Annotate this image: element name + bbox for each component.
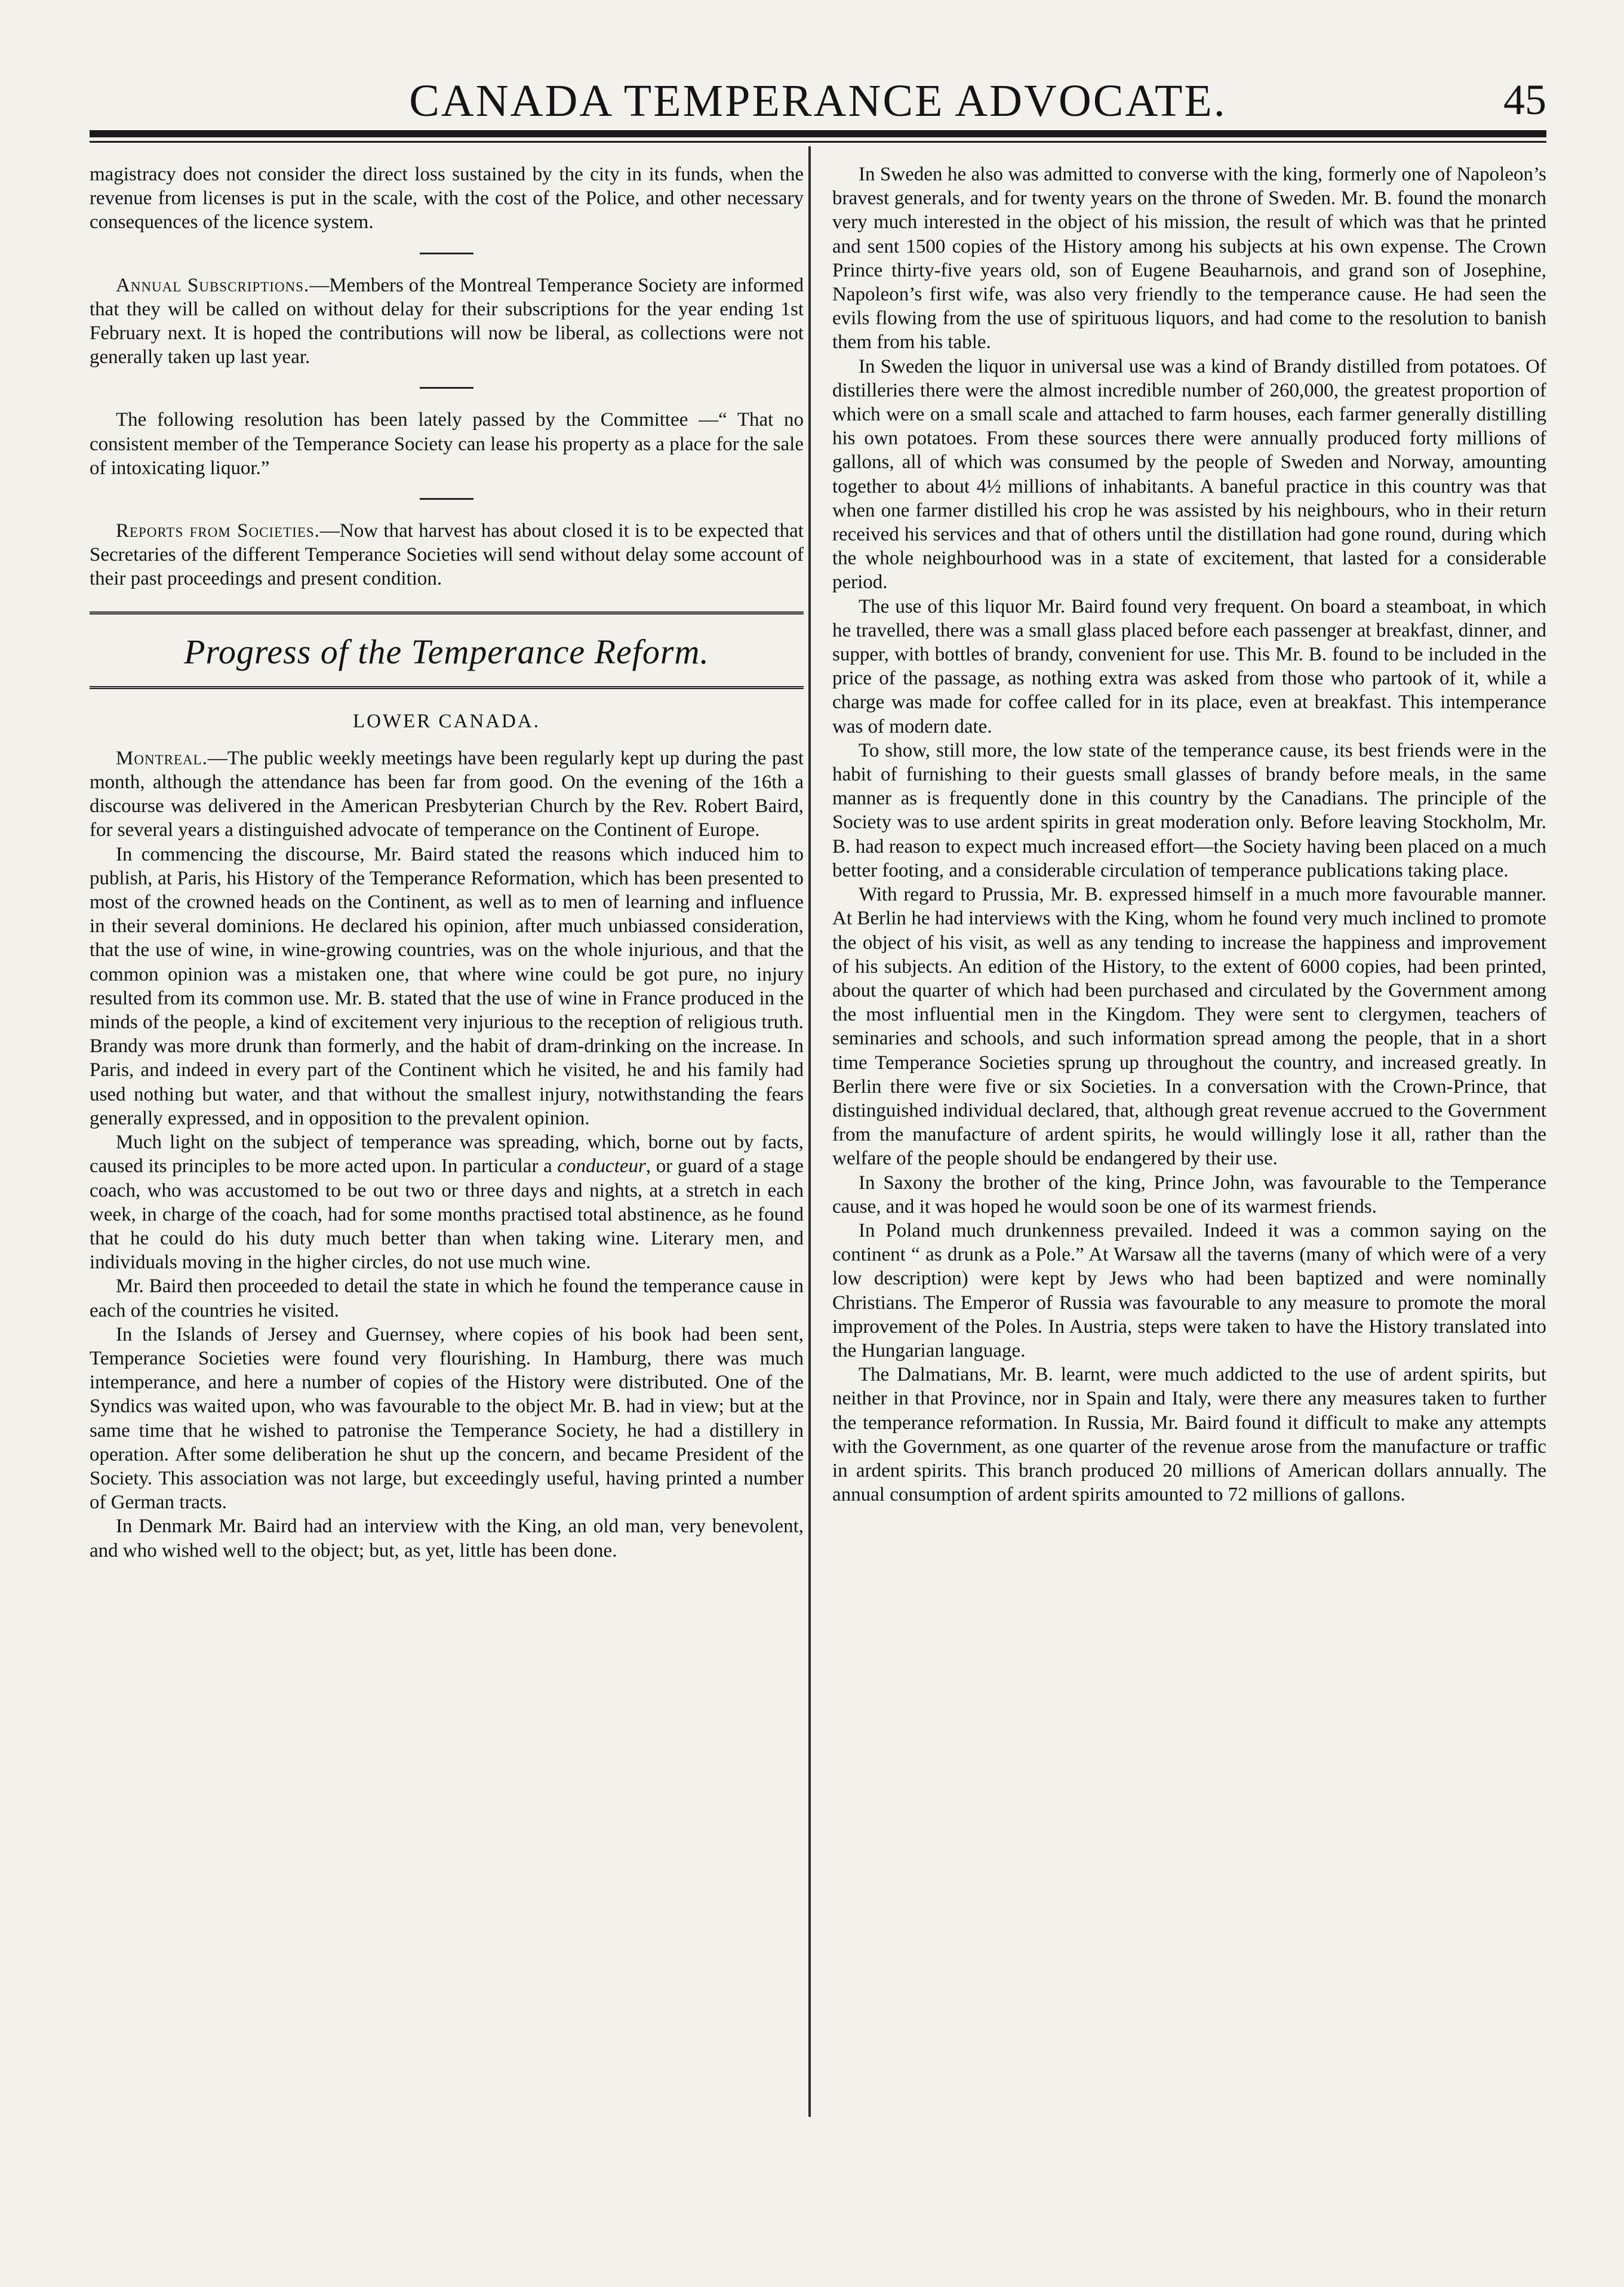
notice-resolution: The following resolution has been lately passed by the Committee —“ That no consistent member of the Temperance Society can lease his property as a place for the sale of intoxicating liquor.” [90, 409, 804, 479]
paragraph-sweden-brandy: In Sweden the liquor in universal use was a kind of Brandy distilled from potatoes. Of distilleries there were the almost incredible number of 260,000, the greatest proportion of which were on a small scale and attached to farm houses, each farmer generally distilling his own potatoes. From these sources there were annually produced forty millions of gallons, all of which was consumed by the people of Sweden and Norway, amounting together to about 4½ millions of inhabitants. A baneful practice in this country was that when one farmer distilled his crop he was assisted by his neighbours, who in their return received his services and that of others until the distillation had gone round, during which the whole neighbourhood was in a state of excitement, that lasted for a considerable period. [832, 355, 1546, 594]
left-column [90, 162, 804, 1563]
short-rule [420, 498, 473, 500]
right-column [832, 162, 1546, 1507]
notice-heading: Annual Subscriptions. [116, 274, 310, 296]
paragraph-islands: In the Islands of Jersey and Guernsey, where copies of his book had been sent, Temperance Societies were found very flourishing. In Hamburg, there was much intemperance, and here a number of copies of the History were distributed. One of the Syndics was waited upon, who was favourable to the object Mr. B. had in view; but at the same time that he wished to patronise the Temperance Society, he had a distillery in operation. After some deliberation he shut up the concern, and became President of the Society. This association was not large, but exceedingly useful, having printed a number of German tracts. [90, 1323, 804, 1514]
paragraph-poland: In Poland much drunkenness prevailed. Indeed it was a common saying on the continent “ as drunk as a Pole.” At Warsaw all the taverns (many of which were of a very low description) were kept by Jews who had been baptized and were nominally Christians. The Emperor of Russia was favourable to any measure to promote the moral improvement of the Poles. In Austria, steps were taken to have the History translated into the Hungarian language. [832, 1219, 1546, 1361]
newspaper-title: CANADA TEMPERANCE ADVOCATE. [409, 76, 1227, 126]
notice-annual-subscriptions [90, 273, 804, 370]
notice-reports-from-societies [90, 519, 804, 591]
paragraph-much-light [90, 1130, 804, 1274]
section-heading: Progress of the Temperance Reform. [90, 611, 804, 689]
paragraph-licence-continuation: magistracy does not consider the direct loss sustained by the city in its funds, when the revenue from licenses is put in the scale, with the cost of the Police, and other necessary consequences of the licence system. [90, 164, 804, 233]
paragraph-text: —The public weekly meetings have been regularly kept up during the past month, although the attendance has been far from good. On the evening of the 16th a discourse was delivered in the American Presbyterian Church by the Rev. Robert Baird, for several years a distinguished advocate of temperance on the Continent of Europe. [90, 747, 804, 841]
short-rule [420, 253, 473, 254]
paragraph-montreal [90, 746, 804, 843]
paragraph-prussia: With regard to Prussia, Mr. B. expressed himself in a much more favourable manner. At Berlin he had interviews with the King, whom he found very much inclined to promote the object of his visit, as well as any tending to increase the happiness and improvement of his subjects. An edition of the History, to the extent of 6000 copies, had been printed, about the quarter of which had been purchased and circulated by the Government among the most influential men in the Kingdom. They were sent to clergymen, teachers of seminaries and schools, and such information spread among the people, that in a short time Temperance Societies sprung up throughout the country, and increased greatly. In Berlin there were five or six Societies. In a conversation with the Crown-Prince, that distinguished individual declared, that, although great revenue accrued to the Government from the manufacture of ardent spirits, he would willingly lose it all, rather than the welfare of the people should be endangered by their use. [832, 884, 1546, 1170]
subsection-heading: LOWER CANADA. [353, 710, 540, 732]
column-divider [808, 146, 811, 2117]
paragraph-dalmatians: The Dalmatians, Mr. B. learnt, were much addicted to the use of ardent spirits, but neither in that Province, nor in Spain and Italy, were there any measures taken to further the temperance reformation. In Russia, Mr. Baird found it difficult to make any attempts with the Government, as one quarter of the revenue arose from the manufacture or traffic in ardent spirits. This branch produced 20 millions of American dollars annually. The annual consumption of ardent spirits amounted to 72 millions of gallons. [832, 1364, 1546, 1506]
paragraph-detail: Mr. Baird then proceeded to detail the state in which he found the temperance cause in each of the countries he visited. [90, 1275, 804, 1321]
spacer [90, 591, 804, 611]
place-heading: Montreal. [116, 747, 208, 769]
paragraph-saxony: In Saxony the brother of the king, Prince John, was favourable to the Temperance cause, and it was hoped he would soon be one of its warmest friends. [832, 1172, 1546, 1218]
paragraph-low-state: To show, still more, the low state of the temperance cause, its best friends were in the habit of furnishing to their guests small glasses of brandy before meals, in the same manner as is frequently done in this country by the Canadians. The principle of the Society was to use ardent spirits in great moderation only. Before leaving Stockholm, Mr. B. had reason to expect much increased effort—the Society having been placed on a much better footing, and a considerable circulation of temperance publications taking place. [832, 739, 1546, 881]
notice-heading: Reports from Societies. [116, 520, 320, 542]
paragraph-commencing: In commencing the discourse, Mr. Baird stated the reasons which induced him to publish, at Paris, his History of the Temperance Reformation, which has been presented to most of the crowned heads on the Continent, as well as to men of learning and influence in their several dominions. He declared his opinion, after much unbiassed consideration, that the use of wine, in wine-growing countries, was on the whole injurious, and that the common opinion was a mistaken one, that where wine could be got pure, no injury resulted from its common use. Mr. B. stated that the use of wine in France produced in the minds of the people, a kind of excitement very injurious to the reception of religious truth. Brandy was more drunk than formerly, and the habit of dram-drinking on the increase. In Paris, and indeed in every part of the Continent which he visited, he and his family had used nothing but water, and that without the smallest injury, notwithstanding the fears generally expressed, and in opposition to the prevalent opinion. [90, 843, 804, 1129]
paragraph-text: , or guard of a stage coach, who was accustomed to be out two or three days and nights, at a stretch in each week, in charge of the coach, had for some months practised total abstinence, as he found that he could do his duty much better than when taking wine. Literary men, and individuals moving in the higher circles, do not use much wine. [90, 1155, 804, 1274]
masthead [90, 70, 1546, 130]
short-rule [420, 387, 473, 389]
paragraph-steamboat: The use of this liquor Mr. Baird found very frequent. On board a steamboat, in which he travelled, there was a small glass placed before each passenger at breakfast, dinner, and supper, with bottles of brandy, convenient for use. This Mr. B. found to be included in the price of the passage, as nothing extra was asked from those who partook of it, while a charge was made for coffee called for in its place, even at breakfast. This intemperance was of modern date. [832, 595, 1546, 737]
italic-term: conducteur [557, 1155, 646, 1178]
paragraph-sweden-king: In Sweden he also was admitted to converse with the king, formerly one of Napoleon’s bravest generals, and for twenty years on the throne of Sweden. Mr. B. found the monarch very much interested in the object of his mission, the result of which was that he printed and sent 1500 copies of the History among his subjects at his own expense. The Crown Prince thirty-five years old, son of Eugene Beauharnois, and grand son of Josephine, Napoleon’s first wife, was also very friendly to the temperance cause. He had seen the evils flowing from the use of spirituous liquors, and had come to the resolution to banish them from his table. [832, 164, 1546, 353]
notice-text: —Members of the Montreal Temperance Society are informed that they will be called on without delay for their subscriptions for the year ending 1st February next. It is hoped the contributions will now be liberal, as collections were not generally taken up last year. [90, 274, 804, 368]
paragraph-denmark: In Denmark Mr. Baird had an interview with the King, an old man, very benevolent, and who wished well to the object; but, as yet, little has been done. [90, 1516, 804, 1561]
page-number: 45 [1503, 76, 1546, 124]
notice-text: —Now that harvest has about closed it is to be expected that Secretaries of the different Temperance Societies will send without delay some account of their past proceedings and present condition. [90, 520, 804, 590]
header-rule-heavy [90, 130, 1546, 137]
paragraph-text: Much light on the subject of temperance was spreading, which, borne out by facts, caused its principles to be more acted upon. In particular a [90, 1132, 804, 1178]
header-rule-light [90, 141, 1546, 143]
